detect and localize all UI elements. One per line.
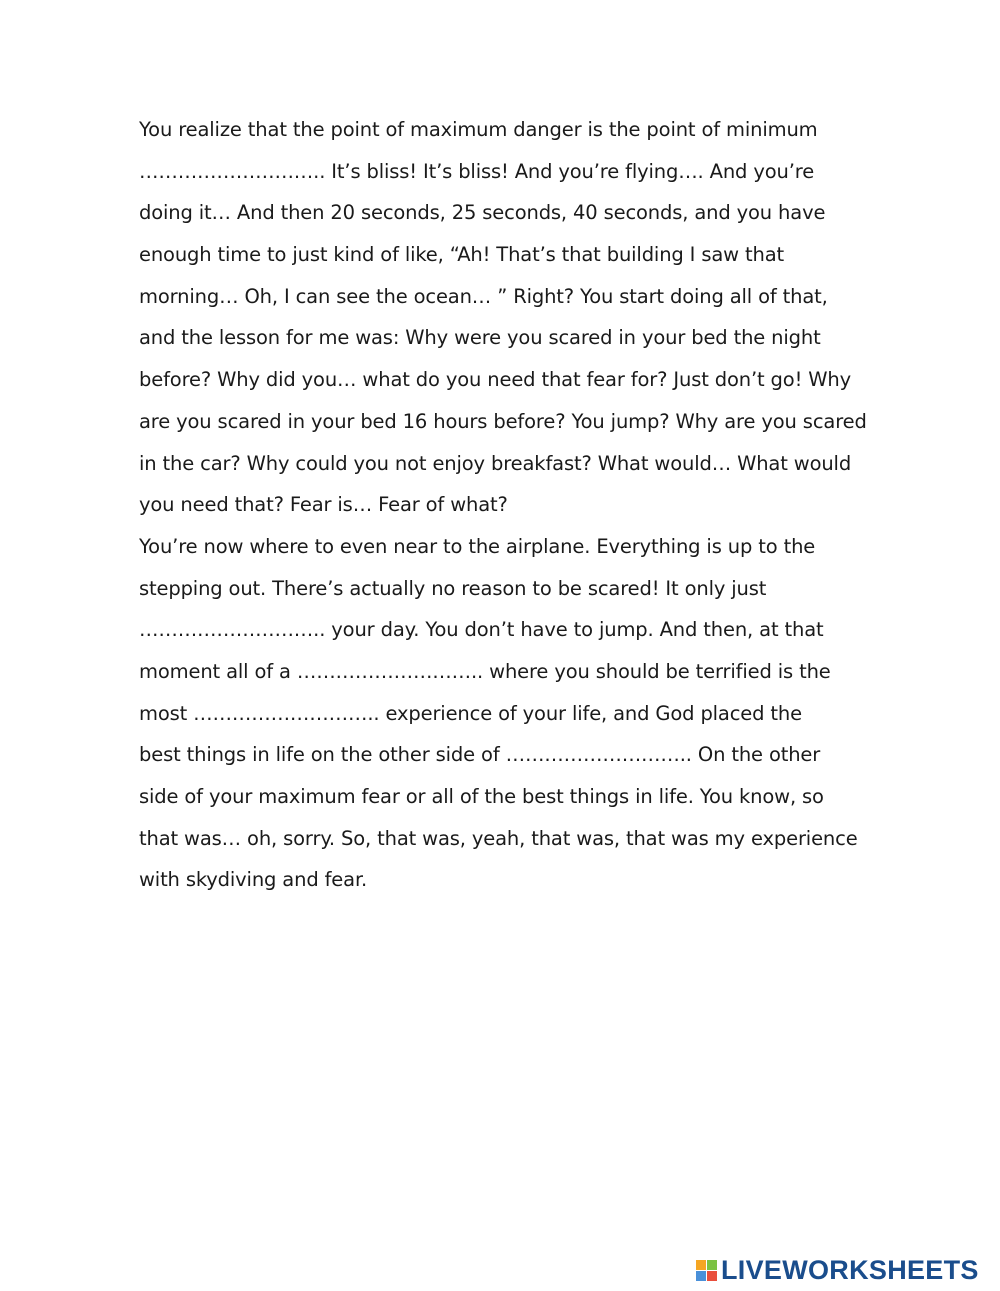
text-line: in the car? Why could you not enjoy breakfast? What would… What would <box>139 451 852 475</box>
text-line: you need that? Fear is… Fear of what? <box>139 493 508 517</box>
logo-blocks-icon <box>696 1260 717 1281</box>
text-line: ……………………….. your day. You don’t have to jump. And then, at that <box>139 618 824 642</box>
logo-block <box>696 1260 706 1270</box>
text-line: best things in life on the other side of ……………………….. On the other <box>139 743 821 767</box>
text-line: before? Why did you… what do you need that fear for? Just don’t go! Why <box>139 368 852 392</box>
text-line: doing it… And then 20 seconds, 25 seconds, 40 seconds, and you have <box>139 201 826 225</box>
text-line: stepping out. There’s actually no reason to be scared! It only just <box>139 576 767 600</box>
text-line: enough time to just kind of like, “Ah! That’s that building I saw that <box>139 243 784 267</box>
logo-text: LIVEWORKSHEETS <box>721 1254 979 1285</box>
text-line: most ……………………….. experience of your life, and God placed the <box>139 701 802 725</box>
text-line: morning… Oh, I can see the ocean… ” Right? You start doing all of that, <box>139 284 828 308</box>
text-line: moment all of a ……………………….. where you should be terrified is the <box>139 659 831 683</box>
text-line: and the lesson for me was: Why were you scared in your bed the night <box>139 326 821 350</box>
worksheet-text <box>139 109 879 901</box>
text-line: are you scared in your bed 16 hours before? You jump? Why are you scared <box>139 409 867 433</box>
text-line: with skydiving and fear. <box>139 868 368 892</box>
text-line: side of your maximum fear or all of the best things in life. You know, so <box>139 785 824 808</box>
logo-block <box>696 1271 706 1281</box>
logo-block <box>707 1260 717 1270</box>
text-line: ……………………….. It’s bliss! It’s bliss! And you’re flying…. And you’re <box>139 159 815 183</box>
text-line: You realize that the point of maximum danger is the point of minimum <box>139 118 818 141</box>
text-line: You’re now where to even near to the airplane. Everything is up to the <box>139 534 816 558</box>
logo-block <box>707 1271 717 1281</box>
liveworksheets-logo <box>696 1253 979 1287</box>
text-line: that was… oh, sorry. So, that was, yeah, that was, that was my experience <box>139 826 858 850</box>
